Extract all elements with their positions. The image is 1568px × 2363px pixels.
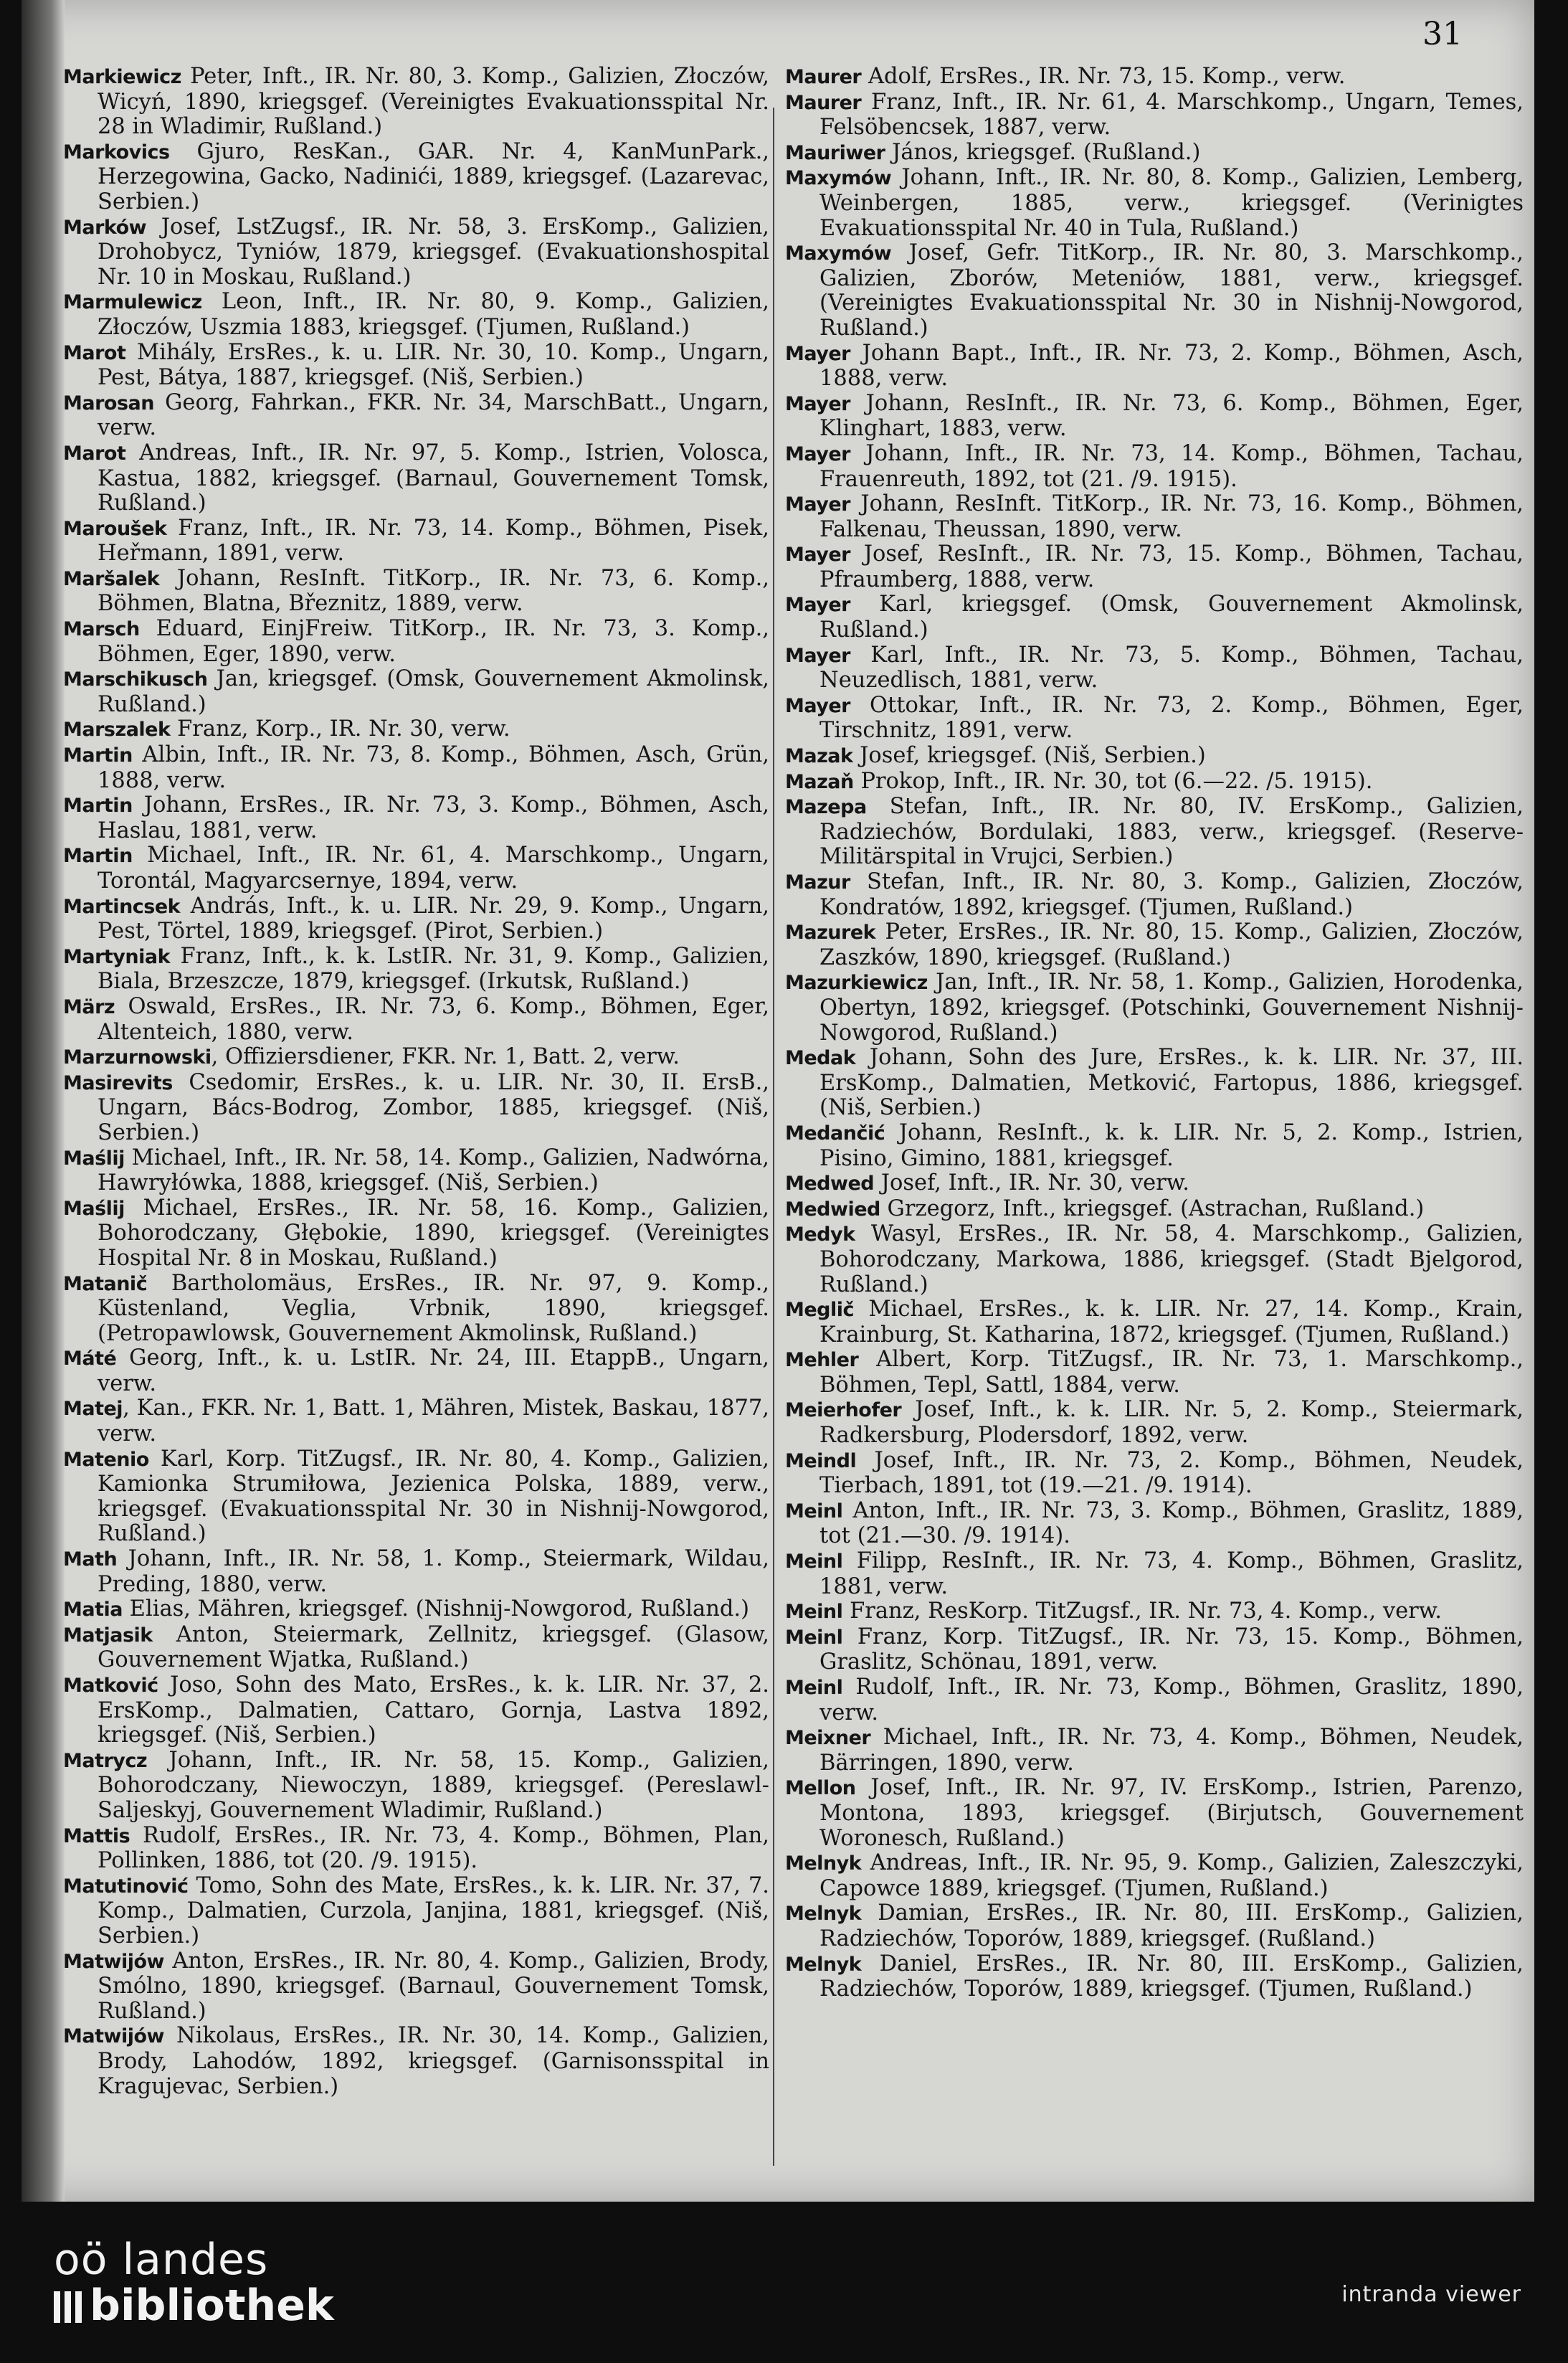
entry-surname: Martincsek — [63, 895, 181, 918]
entry-details: Franz, Korp., IR. Nr. 30, verw. — [170, 716, 510, 742]
entry-surname: Matenio — [63, 1448, 149, 1471]
register-entry — [785, 1952, 1524, 2002]
register-entry — [785, 1197, 1524, 1223]
entry-details: Johann, ResInft., IR. Nr. 73, 6. Komp., Böhmen, Eger, Klinghart, 1883, verw. — [819, 390, 1524, 442]
register-entry — [785, 592, 1524, 643]
entry-surname: Maroušek — [63, 517, 167, 540]
register-entry — [63, 793, 769, 843]
register-entry — [785, 1776, 1524, 1851]
entry-details: Karl, Inft., IR. Nr. 73, 5. Komp., Böhmen, Tachau, Neuzedlisch, 1881, verw. — [819, 642, 1524, 693]
entry-details: Josef, ResInft., IR. Nr. 73, 15. Komp., Böhmen, Tachau, Pfraumberg, 1888, verw. — [819, 541, 1524, 592]
register-entry — [785, 1901, 1524, 1951]
register-entry — [63, 441, 769, 516]
entry-details: Franz, Korp. TitZugsf., IR. Nr. 73, 15. Komp., Böhmen, Graslitz, Schönau, 1891, verw. — [819, 1624, 1524, 1675]
scanned-page — [22, 0, 1534, 2202]
entry-surname: Markovics — [63, 141, 170, 164]
library-logo — [54, 2237, 334, 2329]
entry-surname: Mayer — [785, 544, 850, 567]
register-entry — [63, 1824, 769, 1874]
register-entry — [785, 442, 1524, 492]
entry-details: Anton, ErsRes., IR. Nr. 80, 4. Komp., Galizien, Brody, Smólno, 1890, kriegsgef. (Barnaul, Gouvernement Tomsk, Rußland.) — [98, 1948, 769, 2024]
left-column — [63, 65, 769, 2099]
entry-surname: Markiewicz — [63, 66, 181, 88]
entry-surname: Mazepa — [785, 796, 867, 819]
entry-surname: Marzurnowski — [63, 1046, 212, 1069]
entry-surname: Matwijów — [63, 1950, 164, 1973]
entry-surname: Meinl — [785, 1601, 843, 1624]
entry-details: Franz, ResKorp. TitZugsf., IR. Nr. 73, 4. Komp., verw. — [842, 1599, 1442, 1624]
entry-surname: Medyk — [785, 1223, 855, 1246]
entry-details: Anton, Steiermark, Zellnitz, kriegsgef. (Glasow, Gouvernement Wjatka, Rußland.) — [98, 1621, 769, 1673]
entry-details: Johann, ErsRes., IR. Nr. 73, 3. Komp., Böhmen, Asch, Haslau, 1881, verw. — [98, 792, 769, 843]
entry-details: Michael, Inft., IR. Nr. 73, 4. Komp., Böhmen, Neudek, Bärringen, 1890, verw. — [819, 1725, 1524, 1776]
entry-surname: Mayer — [785, 342, 850, 365]
register-entry — [785, 1348, 1524, 1398]
register-entry — [785, 1171, 1524, 1197]
register-entry — [63, 1071, 769, 1146]
entry-surname: Mayer — [785, 594, 850, 617]
register-entry — [63, 290, 769, 340]
entry-details: Johann, Sohn des Jure, ErsRes., k. k. LIR. Nr. 37, III. ErsKomp., Dalmatien, Metković, Fartopus, 1886, kriegsgef. (Niš, Serbien.) — [819, 1045, 1524, 1121]
entry-surname: Matković — [63, 1675, 158, 1697]
register-entry — [785, 166, 1524, 241]
register-entry — [785, 1297, 1524, 1348]
register-entry — [63, 1874, 769, 1949]
register-entry — [785, 241, 1524, 341]
register-entry — [63, 617, 769, 667]
register-entry — [63, 1447, 769, 1547]
entry-surname: Medwied — [785, 1198, 880, 1221]
entry-surname: Marosan — [63, 392, 154, 415]
entry-surname: Marsch — [63, 618, 140, 641]
entry-surname: Maxymów — [785, 167, 892, 190]
entry-details: Grzegorz, Inft., kriegsgef. (Astrachan, Rußland.) — [880, 1195, 1425, 1221]
entry-surname: Masirevits — [63, 1071, 173, 1094]
book-binding-shadow — [22, 0, 65, 2202]
register-entry — [785, 1725, 1524, 1776]
entry-surname: Matrycz — [63, 1749, 148, 1772]
entry-surname: Martin — [63, 744, 133, 767]
register-entry — [63, 1547, 769, 1597]
register-entry — [63, 743, 769, 793]
entry-details: Johann, ResInft., k. k. LIR. Nr. 5, 2. Komp., Istrien, Pisino, Gimino, 1881, kriegsgef. — [819, 1119, 1524, 1171]
register-entry — [785, 141, 1524, 166]
register-entry — [63, 995, 769, 1045]
entry-surname: Maślij — [63, 1147, 125, 1170]
entry-surname: Martin — [63, 845, 133, 868]
entry-details: Tomo, Sohn des Mate, ErsRes., k. k. LIR. Nr. 37, 7. Komp., Dalmatien, Curzola, Janjina, 1881, kriegsgef. (Niš, Serbien.) — [98, 1872, 769, 1948]
register-entry — [785, 920, 1524, 970]
entry-surname: Mattis — [63, 1824, 130, 1847]
viewer-label: intranda viewer — [1341, 2282, 1521, 2307]
entry-details: Franz, Inft., IR. Nr. 61, 4. Marschkomp., Ungarn, Temes, Felsöbencsek, 1887, verw. — [819, 89, 1524, 141]
register-entry — [785, 769, 1524, 795]
entry-details: Karl, kriegsgef. (Omsk, Gouvernement Akmolinsk, Rußland.) — [819, 592, 1524, 643]
register-entry — [63, 1396, 769, 1446]
entry-details: Johann, ResInft. TitKorp., IR. Nr. 73, 6. Komp., Böhmen, Blatna, Březnitz, 1889, verw. — [98, 565, 769, 617]
entry-surname: Mazurkiewicz — [785, 972, 928, 995]
entry-details: Franz, Inft., IR. Nr. 73, 14. Komp., Böhmen, Pisek, Heřmann, 1891, verw. — [98, 515, 769, 567]
register-entry — [785, 1625, 1524, 1675]
entry-details: Michael, Inft., IR. Nr. 58, 14. Komp., Galizien, Nadwórna, Hawryłówka, 1888, kriegsgef. (Niš, Serbien.) — [98, 1145, 769, 1196]
column-divider — [773, 108, 774, 2166]
entry-details: Albert, Korp. TitZugsf., IR. Nr. 73, 1. Marschkomp., Böhmen, Tepl, Sattl, 1884, verw. — [819, 1347, 1524, 1398]
entry-surname: Mayer — [785, 644, 850, 667]
entry-details: Michael, Inft., IR. Nr. 61, 4. Marschkomp., Ungarn, Torontál, Magyarcsernye, 1894, verw. — [98, 843, 769, 894]
register-entry — [785, 1222, 1524, 1297]
entry-surname: Meinl — [785, 1550, 843, 1573]
entry-surname: Meinl — [785, 1500, 843, 1523]
entry-details: Csedomir, ErsRes., k. u. LIR. Nr. 30, II. ErsB., Ungarn, Bács-Bodrog, Zombor, 1885, kriegsgef. (Niš, Serbien.) — [98, 1069, 769, 1145]
entry-surname: Marków — [63, 216, 147, 239]
entry-surname: Martin — [63, 795, 133, 818]
register-entry — [785, 870, 1524, 920]
register-entry — [785, 1675, 1524, 1725]
entry-surname: Marszalek — [63, 719, 171, 742]
register-entry — [785, 643, 1524, 693]
entry-surname: Melnyk — [785, 1953, 862, 1976]
register-entry — [63, 567, 769, 617]
register-entry — [785, 1599, 1524, 1625]
logo-line-2: bibliothek — [90, 2281, 334, 2331]
entry-details: Gjuro, ResKan., GAR. Nr. 4, KanMunPark., Herzegowina, Gacko, Nadinići, 1889, kriegsgef. (Lazarevac, Serbien.) — [98, 138, 769, 214]
entry-details: Georg, Fahrkan., FKR. Nr. 34, MarschBatt., Ungarn, verw. — [98, 389, 769, 441]
entry-surname: Mazaň — [785, 770, 854, 793]
entry-details: Anton, Inft., IR. Nr. 73, 3. Komp., Böhmen, Graslitz, 1889, tot (21.—30. /9. 1914). — [819, 1497, 1524, 1549]
entry-details: Johann, Inft., IR. Nr. 58, 1. Komp., Steiermark, Wildau, Preding, 1880, verw. — [98, 1546, 769, 1597]
entry-details: Adolf, ErsRes., IR. Nr. 73, 15. Komp., verw. — [861, 64, 1346, 89]
register-entry — [63, 1949, 769, 2025]
register-entry — [785, 392, 1524, 442]
entry-surname: Mayer — [785, 493, 850, 516]
entry-surname: Meixner — [785, 1727, 871, 1750]
register-entry — [63, 2024, 769, 2099]
entry-details: Nikolaus, ErsRes., IR. Nr. 30, 14. Komp., Galizien, Brody, Lahodów, 1892, kriegsgef. (Garnisonsspital in Kragujevac, Serbien.) — [98, 2023, 769, 2099]
entry-details: Franz, Inft., k. k. LstIR. Nr. 31, 9. Komp., Galizien, Biala, Brzeszcze, 1879, kriegsgef. (Irkutsk, Rußland.) — [98, 943, 769, 995]
entry-surname: Matjasik — [63, 1624, 153, 1647]
register-entry — [785, 693, 1524, 744]
entry-surname: Meinl — [785, 1677, 843, 1699]
entry-details: Daniel, ErsRes., IR. Nr. 80, III. ErsKomp., Galizien, Radziechów, Toporów, 1889, kriegsgef. (Tjumen, Rußland.) — [819, 1951, 1524, 2002]
entry-details: Wasyl, ErsRes., IR. Nr. 58, 4. Marschkomp., Galizien, Bohorodczany, Markowa, 1886, kriegsgef. (Stadt Bjelgorod, Rußland.) — [819, 1221, 1524, 1297]
entry-details: Bartholomäus, ErsRes., IR. Nr. 97, 9. Komp., Küstenland, Veglia, Vrbnik, 1890, kriegsgef. (Petropawlowsk, Gouvernement Akmolinsk, Rußland.) — [98, 1270, 769, 1346]
entry-surname: Math — [63, 1548, 118, 1571]
entry-details: Josef, LstZugsf., IR. Nr. 58, 3. ErsKomp., Galizien, Drohobycz, Tyniów, 1879, kriegsgef. (Evakuationshospital Nr. 10 in Moskau, Rußland.) — [98, 214, 769, 290]
register-entry — [63, 341, 769, 391]
entry-details: János, kriegsgef. (Rußland.) — [885, 139, 1201, 165]
register-entry — [63, 1045, 769, 1071]
entry-details: Johann, Inft., IR. Nr. 58, 15. Komp., Galizien, Bohorodczany, Niewoczyn, 1889, kriegsgef. (Pereslawl-Saljeskyj, Gouvernement Wladimir, Rußland.) — [98, 1747, 769, 1823]
register-entry — [63, 1597, 769, 1623]
entry-details: Prokop, Inft., IR. Nr. 30, tot (6.—22. /5. 1915). — [853, 768, 1373, 794]
entry-details: Johann, Inft., IR. Nr. 80, 8. Komp., Galizien, Lemberg, Weinbergen, 1885, verw., kriegsgef. (Verinigtes Evakuationsspital Nr. 40 in Tula, Rußland.) — [819, 165, 1524, 241]
register-entry — [63, 215, 769, 290]
entry-surname: Maršalek — [63, 567, 160, 590]
entry-details: Eduard, EinjFreiw. TitKorp., IR. Nr. 73, 3. Komp., Böhmen, Eger, 1890, verw. — [98, 616, 769, 667]
register-entry — [785, 1499, 1524, 1549]
entry-details: Josef, Inft., IR. Nr. 73, 2. Komp., Böhmen, Neudek, Tierbach, 1891, tot (19.—21. /9. 1914). — [819, 1447, 1524, 1499]
entry-details: András, Inft., k. u. LIR. Nr. 29, 9. Komp., Ungarn, Pest, Törtel, 1889, kriegsgef. (Pirot, Serbien.) — [98, 893, 769, 944]
entry-details: Josef, Inft., IR. Nr. 97, IV. ErsKomp., Istrien, Parenzo, Montona, 1893, kriegsgef. (Birjutsch, Gouvernement Woronesch, Rußland.) — [819, 1775, 1524, 1851]
entry-details: , Kan., FKR. Nr. 1, Batt. 1, Mähren, Mistek, Baskau, 1877, verw. — [98, 1396, 769, 1447]
entry-surname: Matej — [63, 1398, 123, 1421]
entry-details: Damian, ErsRes., IR. Nr. 80, III. ErsKomp., Galizien, Radziechów, Toporów, 1889, kriegsgef. (Rußland.) — [819, 1900, 1524, 1951]
register-entry — [785, 795, 1524, 870]
entry-details: Josef, Inft., k. k. LIR. Nr. 5, 2. Komp., Steiermark, Radkersburg, Plodersdorf, 1892, verw. — [819, 1397, 1524, 1449]
entry-details: Peter, Inft., IR. Nr. 80, 3. Komp., Galizien, Złoczów, Wicyń, 1890, kriegsgef. (Vereinigtes Evakuationsspital Nr. 28 in Wladimir, Rußland.) — [98, 64, 769, 140]
entry-details: Andreas, Inft., IR. Nr. 95, 9. Komp., Galizien, Zaleszczyki, Capowce 1889, kriegsgef. (Tjumen, Rußland.) — [819, 1850, 1524, 1901]
register-entry — [785, 542, 1524, 592]
register-entry — [63, 1748, 769, 1824]
register-entry — [63, 667, 769, 717]
entry-details: Rudolf, Inft., IR. Nr. 73, Komp., Böhmen, Graslitz, 1890, verw. — [819, 1675, 1524, 1725]
entry-details: Michael, ErsRes., k. k. LIR. Nr. 27, 14. Komp., Krain, Krainburg, St. Katharina, 1872, kriegsgef. (Tjumen, Rußland.) — [819, 1297, 1524, 1348]
register-entry — [63, 65, 769, 140]
register-entry — [63, 140, 769, 215]
page-number: 31 — [1422, 16, 1463, 52]
right-column — [785, 65, 1524, 2002]
register-entry — [785, 1398, 1524, 1448]
register-entry — [63, 516, 769, 567]
entry-details: Joso, Sohn des Mato, ErsRes., k. k. LIR. Nr. 37, 2. ErsKomp., Dalmatien, Cattaro, Gornja, Lastva 1892, kriegsgef. (Niš, Serbien.) — [98, 1672, 769, 1748]
register-entry — [63, 1146, 769, 1196]
register-entry — [785, 1046, 1524, 1121]
entry-details: Oswald, ErsRes., IR. Nr. 73, 6. Komp., Böhmen, Eger, Altenteich, 1880, verw. — [98, 993, 769, 1045]
register-entry — [63, 1272, 769, 1347]
entry-details: Ottokar, Inft., IR. Nr. 73, 2. Komp., Böhmen, Eger, Tirschnitz, 1891, verw. — [819, 692, 1524, 744]
entry-details: Johann, ResInft. TitKorp., IR. Nr. 73, 16. Komp., Böhmen, Falkenau, Theussan, 1890, verw. — [819, 491, 1524, 542]
entry-surname: Mehler — [785, 1349, 859, 1372]
logo-bars-icon — [54, 2291, 84, 2323]
entry-surname: Marschikusch — [63, 668, 208, 691]
register-entry — [785, 744, 1524, 769]
register-entry — [785, 970, 1524, 1046]
register-entry — [785, 1851, 1524, 1901]
register-entry — [63, 1673, 769, 1748]
register-entry — [63, 717, 769, 743]
entry-surname: Maurer — [785, 91, 862, 114]
entry-details: Jan, kriegsgef. (Omsk, Gouvernement Akmolinsk, Rußland.) — [98, 666, 769, 717]
register-entry — [63, 843, 769, 894]
entry-surname: Matutinović — [63, 1875, 189, 1898]
entry-details: Johann, Inft., IR. Nr. 73, 14. Komp., Böhmen, Tachau, Frauenreuth, 1892, tot (21. /9. 1915). — [819, 440, 1524, 492]
entry-surname: Mazur — [785, 871, 850, 894]
entry-surname: Meierhofer — [785, 1399, 902, 1422]
entry-surname: Mayer — [785, 392, 850, 415]
entry-details: Josef, Gefr. TitKorp., IR. Nr. 80, 3. Marschkomp., Galizien, Zborów, Meteniów, 1881, verw., kriegsgef. (Vereinigtes Evakuationsspital Nr. 30 in Nishnij-Nowgorod, Rußland.) — [819, 240, 1524, 341]
entry-surname: Mazurek — [785, 922, 876, 944]
register-entry — [785, 90, 1524, 141]
entry-surname: Medančić — [785, 1122, 885, 1145]
entry-surname: Mayer — [785, 694, 850, 717]
entry-details: Mihály, ErsRes., k. u. LIR. Nr. 30, 10. Komp., Ungarn, Pest, Bátya, 1887, kriegsgef. (Niš, Serbien.) — [98, 339, 769, 391]
register-entry — [63, 1346, 769, 1396]
entry-surname: Matia — [63, 1599, 123, 1621]
entry-surname: Mayer — [785, 442, 850, 465]
entry-details: Georg, Inft., k. u. LstIR. Nr. 24, III. EtappB., Ungarn, verw. — [98, 1345, 769, 1396]
entry-details: Albin, Inft., IR. Nr. 73, 8. Komp., Böhmen, Asch, Grün, 1888, verw. — [98, 742, 769, 793]
entry-details: Stefan, Inft., IR. Nr. 80, 3. Komp., Galizien, Złoczów, Kondratów, 1892, kriegsgef. (Tjumen, Rußland.) — [819, 869, 1524, 920]
entry-surname: Maślij — [63, 1197, 125, 1220]
entry-details: Andreas, Inft., IR. Nr. 97, 5. Komp., Istrien, Volosca, Kastua, 1882, kriegsgef. (Barnaul, Gouvernement Tomsk, Rußland.) — [98, 440, 769, 516]
entry-surname: Mauriwer — [785, 141, 885, 164]
entry-details: Josef, kriegsgef. (Niš, Serbien.) — [852, 743, 1206, 769]
register-entry — [63, 1196, 769, 1272]
register-entry — [785, 1449, 1524, 1499]
register-entry — [785, 65, 1524, 90]
entry-surname: Medwed — [785, 1173, 875, 1195]
entry-details: , Offiziersdiener, FKR. Nr. 1, Batt. 2, verw. — [211, 1044, 680, 1070]
register-entry — [785, 1121, 1524, 1171]
entry-surname: Meindl — [785, 1449, 857, 1472]
entry-details: Josef, Inft., IR. Nr. 30, verw. — [874, 1170, 1189, 1196]
entry-surname: Melnyk — [785, 1852, 862, 1875]
entry-surname: März — [63, 995, 115, 1018]
register-entry — [785, 1549, 1524, 1599]
register-entry — [63, 894, 769, 944]
entry-surname: Martyniak — [63, 945, 171, 968]
entry-details: Johann Bapt., Inft., IR. Nr. 73, 2. Komp., Böhmen, Asch, 1888, verw. — [819, 340, 1524, 392]
entry-surname: Maurer — [785, 66, 862, 88]
entry-details: Michael, ErsRes., IR. Nr. 58, 16. Komp., Galizien, Bohorodczany, Głębokie, 1890, kriegsgef. (Vereinigtes Hospital Nr. 8 in Moskau, Rußland.) — [98, 1195, 769, 1271]
entry-surname: Meinl — [785, 1626, 843, 1649]
entry-surname: Marmulewicz — [63, 291, 202, 314]
entry-surname: Matanič — [63, 1272, 148, 1295]
entry-details: Elias, Mähren, kriegsgef. (Nishnij-Nowgorod, Rußland.) — [122, 1596, 749, 1622]
entry-surname: Marot — [63, 442, 126, 465]
entry-surname: Marot — [63, 341, 126, 364]
entry-details: Karl, Korp. TitZugsf., IR. Nr. 80, 4. Komp., Galizien, Kamionka Strumiłowa, Jezienica Polska, 1889, verw., kriegsgef. (Evakuationsspital Nr. 30 in Nishnij-Nowgorod, Rußland.) — [98, 1446, 769, 1547]
entry-details: Filipp, ResInft., IR. Nr. 73, 4. Komp., Böhmen, Graslitz, 1881, verw. — [819, 1548, 1524, 1599]
entry-details: Leon, Inft., IR. Nr. 80, 9. Komp., Galizien, Złoczów, Uszmia 1883, kriegsgef. (Tjumen, Rußland.) — [98, 289, 769, 340]
entry-details: Rudolf, ErsRes., IR. Nr. 73, 4. Komp., Böhmen, Plan, Pollinken, 1886, tot (20. /9. 1915). — [98, 1822, 769, 1874]
register-entry — [785, 492, 1524, 542]
register-entry — [785, 341, 1524, 392]
register-entry — [63, 391, 769, 441]
entry-surname: Medak — [785, 1047, 856, 1070]
entry-surname: Máté — [63, 1348, 117, 1370]
entry-surname: Mazak — [785, 745, 853, 768]
logo-line-1: oö landes — [54, 2235, 269, 2285]
entry-surname: Mellon — [785, 1777, 856, 1800]
register-entry — [63, 1623, 769, 1673]
entry-surname: Meglič — [785, 1299, 855, 1322]
register-entry — [63, 944, 769, 995]
entry-details: Jan, Inft., IR. Nr. 58, 1. Komp., Galizien, Horodenka, Obertyn, 1892, kriegsgef. (Potschinki, Gouvernement Nishnij-Nowgorod, Rußland.) — [819, 970, 1524, 1046]
entry-details: Stefan, Inft., IR. Nr. 80, IV. ErsKomp., Galizien, Radziechów, Bordulaki, 1883, verw., kriegsgef. (Reserve-Militärspital in Vrujci, Serbien.) — [819, 794, 1524, 870]
entry-surname: Melnyk — [785, 1903, 862, 1926]
entry-details: Peter, ErsRes., IR. Nr. 80, 15. Komp., Galizien, Złoczów, Zaszków, 1890, kriegsgef. (Rußland.) — [819, 919, 1524, 970]
entry-surname: Matwijów — [63, 2025, 164, 2048]
entry-surname: Maxymów — [785, 242, 892, 265]
